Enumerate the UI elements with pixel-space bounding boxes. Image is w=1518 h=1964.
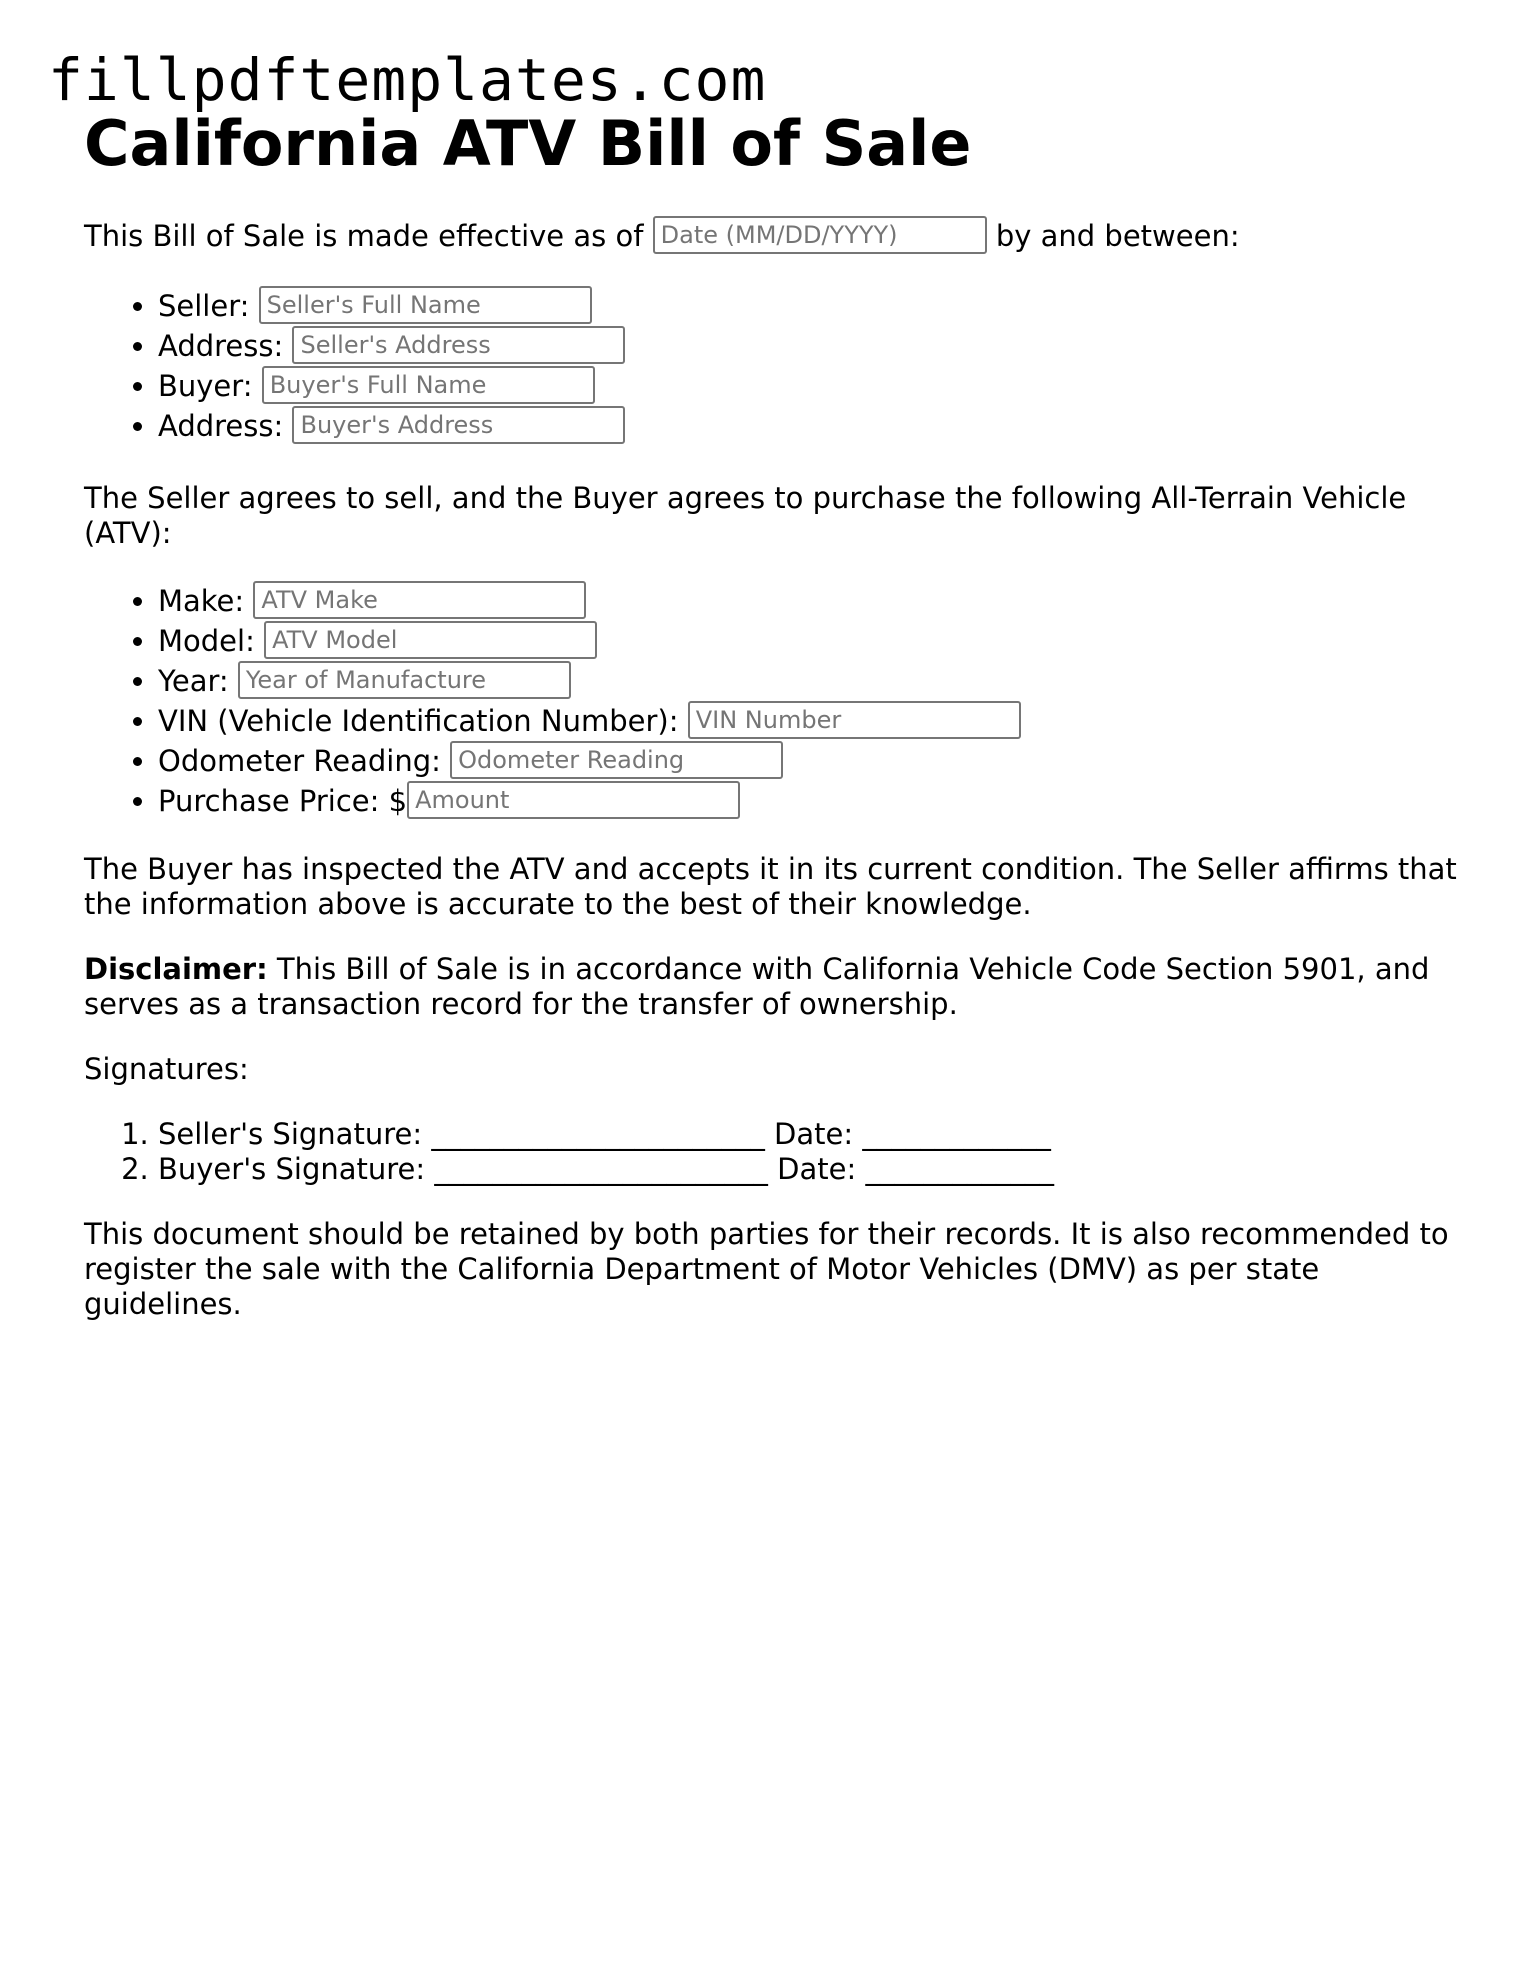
buyer-date-line[interactable]: _____________: [865, 1152, 1054, 1186]
agreement-paragraph: The Seller agrees to sell, and the Buyer agrees to purchase the following All-Terrain Vehicle (ATV):: [84, 481, 1407, 550]
seller-address-input[interactable]: Seller's Address: [292, 326, 625, 364]
disclaimer-text: This Bill of Sale is in accordance with California Vehicle Code Section 5901, and serves as a transaction record for the transfer of ownership.: [84, 952, 1430, 1021]
list-item: [158, 287, 1464, 327]
document: [84, 104, 1464, 1322]
buyer-date-label: Date:: [777, 1152, 857, 1186]
disclaimer-paragraph: [84, 952, 1464, 1022]
buyer-address-label: Address:: [158, 409, 284, 443]
model-label: Model:: [158, 624, 255, 658]
vin-label: VIN (Vehicle Identification Number):: [158, 704, 679, 738]
seller-label: Seller:: [158, 289, 250, 323]
list-item: [158, 622, 1464, 662]
make-label: Make:: [158, 584, 245, 618]
buyer-name-input[interactable]: Buyer's Full Name: [262, 366, 595, 404]
intro-after: by and between:: [995, 219, 1240, 253]
vehicle-list: [84, 582, 1464, 822]
buyer-address-input[interactable]: Buyer's Address: [292, 406, 625, 444]
parties-list: [84, 287, 1464, 447]
seller-date-line[interactable]: _____________: [862, 1117, 1051, 1151]
signatures-heading: Signatures:: [84, 1052, 249, 1086]
odometer-label: Odometer Reading:: [158, 744, 441, 778]
seller-signature-line[interactable]: _______________________: [431, 1117, 765, 1151]
list-item: [158, 327, 1464, 367]
seller-name-input[interactable]: Seller's Full Name: [259, 286, 592, 324]
closing-paragraph: This document should be retained by both parties for their records. It is also recommended to register the sale with the California Department of Motor Vehicles (DMV) as per state guidelines.: [84, 1217, 1449, 1321]
list-item: [158, 662, 1464, 702]
list-item: [158, 1152, 1464, 1187]
seller-signature-label: Seller's Signature:: [158, 1117, 423, 1151]
effective-date-input[interactable]: Date (MM/DD/YYYY): [653, 216, 987, 254]
buyer-signature-label: Buyer's Signature:: [158, 1152, 426, 1186]
year-label: Year:: [158, 664, 229, 698]
list-item: [158, 582, 1464, 622]
buyer-signature-line[interactable]: _______________________: [434, 1152, 768, 1186]
signatures-list: [84, 1117, 1464, 1187]
inspection-paragraph: The Buyer has inspected the ATV and accepts it in its current condition. The Seller affirms that the information above is accurate to the best of their knowledge.: [84, 852, 1457, 921]
list-item: [158, 407, 1464, 447]
watermark: fillpdftemplates.com: [48, 46, 767, 114]
seller-date-label: Date:: [774, 1117, 854, 1151]
year-input[interactable]: Year of Manufacture: [238, 661, 571, 699]
vin-input[interactable]: VIN Number: [688, 701, 1021, 739]
buyer-label: Buyer:: [158, 369, 253, 403]
seller-address-label: Address:: [158, 329, 284, 363]
intro-before: This Bill of Sale is made effective as of: [84, 219, 644, 253]
price-input[interactable]: Amount: [407, 781, 740, 819]
list-item: [158, 367, 1464, 407]
price-label: Purchase Price: $: [158, 784, 408, 818]
list-item: [158, 702, 1464, 742]
list-item: [158, 742, 1464, 782]
page-title: California ATV Bill of Sale: [84, 107, 972, 180]
list-item: [158, 782, 1464, 822]
model-input[interactable]: ATV Model: [264, 621, 597, 659]
list-item: [158, 1117, 1464, 1152]
intro-paragraph: [84, 219, 1464, 257]
make-input[interactable]: ATV Make: [253, 581, 586, 619]
disclaimer-label: Disclaimer:: [84, 952, 268, 986]
odometer-input[interactable]: Odometer Reading: [450, 741, 783, 779]
